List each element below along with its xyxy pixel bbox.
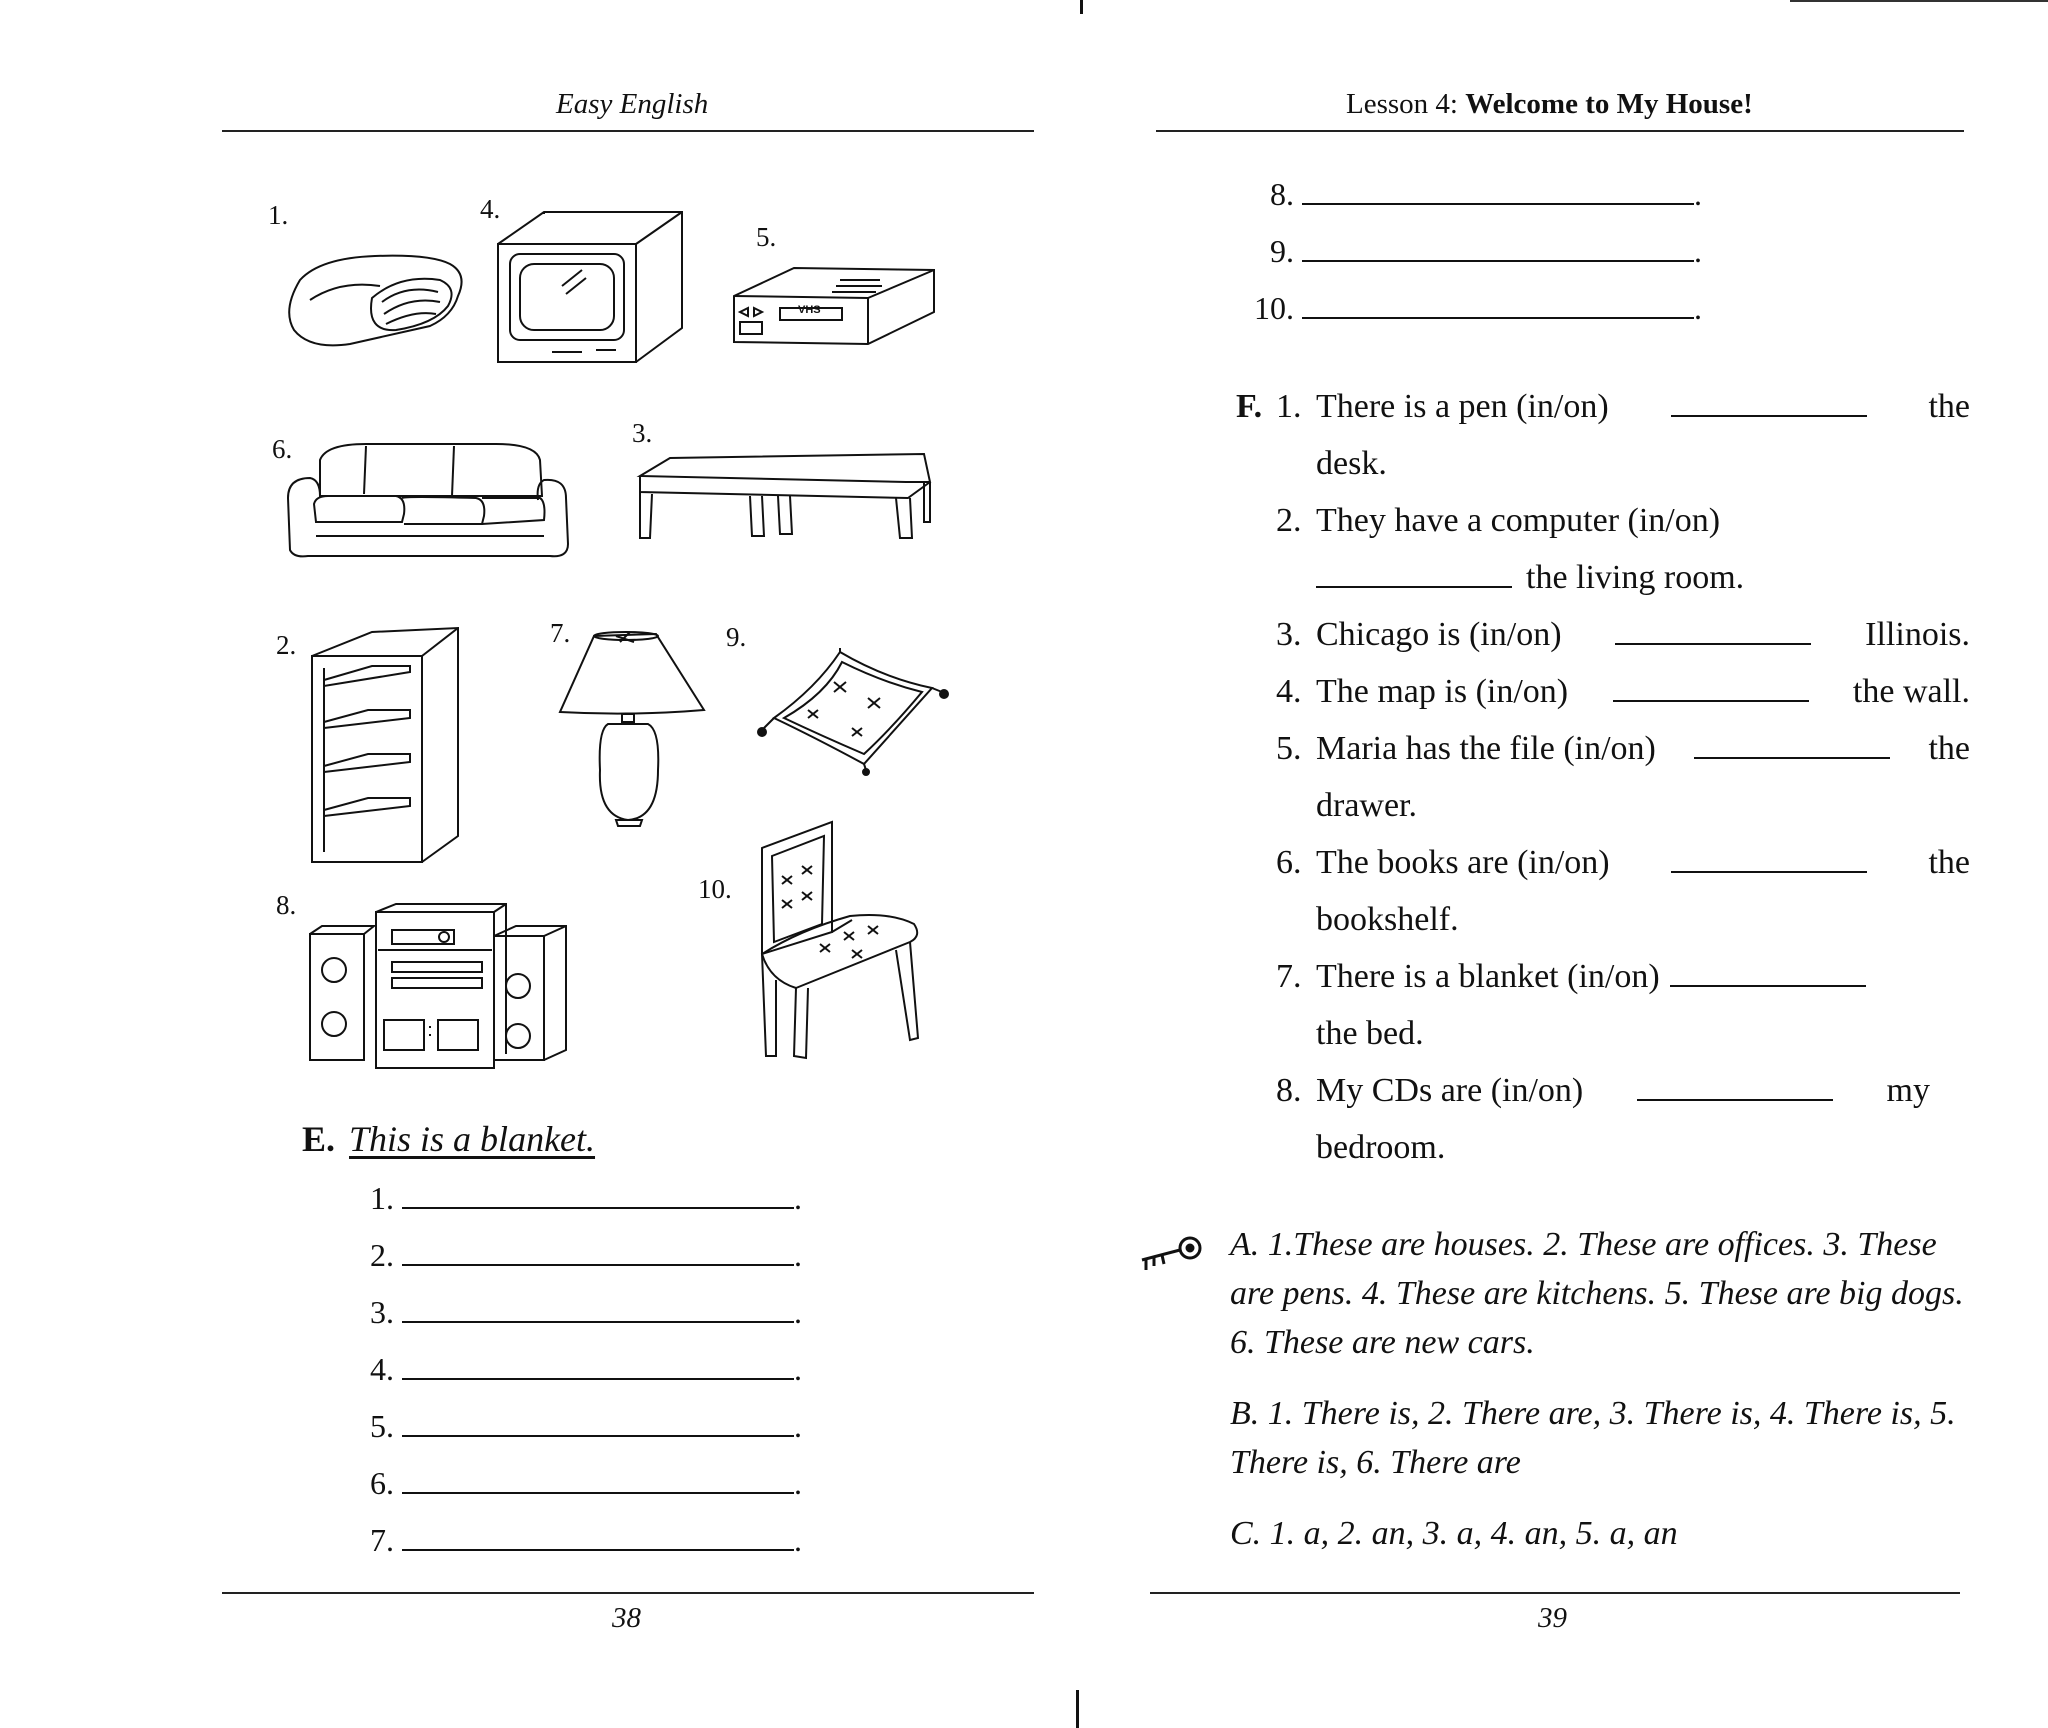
scan-edge (1790, 0, 2048, 2)
exercise-letter: E. (302, 1119, 336, 1159)
figure-number: 10. (698, 874, 732, 904)
chair-icon (760, 820, 924, 1060)
answer-line: 4. . (370, 1351, 802, 1387)
answer-key-b: B. 1. There is, 2. There are, 3. There is, 4. There is, 5. There is, 6. There are (1230, 1395, 1956, 1481)
cushion-icon (756, 648, 950, 774)
answer-blank[interactable] (1302, 291, 1694, 319)
vcr-icon (732, 266, 936, 346)
footer-rule (222, 1592, 1034, 1594)
answer-line: 3. . (370, 1294, 802, 1330)
key-icon (1136, 1234, 1204, 1274)
header-rule (1156, 130, 1964, 132)
table-icon (638, 452, 934, 540)
answer-blank[interactable] (402, 1352, 794, 1380)
exercise-f-item: 4. The map is (in/on) the wall. (1276, 673, 1970, 710)
vcr-label: VHS (798, 304, 821, 316)
figure-number: 7. (550, 618, 571, 648)
bookshelf-icon (310, 626, 460, 864)
answer-blank[interactable] (402, 1181, 794, 1209)
answer-line: 2. . (370, 1237, 802, 1273)
answer-line: 6. . (370, 1465, 802, 1501)
answer-line: 1. . (370, 1180, 802, 1216)
answer-key (1230, 1220, 1970, 1580)
answer-blank[interactable] (402, 1523, 794, 1551)
answer-blank[interactable] (1637, 1075, 1833, 1101)
gutter-mark (1076, 1690, 1079, 1728)
figure-number: 4. (480, 194, 501, 224)
figure-number: 8. (276, 890, 297, 920)
exercise-f-item: F. 1. There is a pen (in/on) the desk. (1170, 378, 1970, 492)
answer-blank[interactable] (1671, 847, 1867, 873)
stereo-icon (308, 902, 570, 1070)
lamp-icon (558, 630, 706, 826)
sofa-icon (286, 440, 570, 560)
exercise-f-item: 8. My CDs are (in/on) my bedroom. (1276, 1072, 1930, 1166)
figure-number: 1. (268, 200, 289, 230)
exercise-f-item: 6. The books are (in/on) the bookshelf. (1276, 844, 1970, 938)
page-number: 39 (1538, 1602, 1567, 1634)
exercise-f-item: 3. Chicago is (in/on) Illinois. (1276, 616, 1970, 653)
page-number: 38 (612, 1602, 641, 1634)
answer-blank[interactable] (1613, 676, 1809, 702)
figure-number: 9. (726, 622, 747, 652)
answer-key-c: C. 1. a, 2. an, 3. a, 4. an, 5. a, an (1230, 1515, 1678, 1552)
answer-key-a: A. 1.These are houses. 2. These are offices. 3. These are pens. 4. These are kitchens. 5. These are big dogs. 6. These are new cars. (1230, 1226, 1964, 1361)
answer-blank[interactable] (1671, 391, 1867, 417)
answer-line: 9. . (1270, 233, 1702, 269)
answer-blank[interactable] (402, 1238, 794, 1266)
answer-blank[interactable] (402, 1466, 794, 1494)
answer-blank[interactable] (1670, 961, 1866, 987)
exercise-f-item: 2. They have a computer (in/on) the living room. (1276, 502, 1745, 596)
answer-line: 7. . (370, 1522, 802, 1558)
answer-blank[interactable] (1302, 234, 1694, 262)
figure-number: 3. (632, 418, 653, 448)
television-icon (496, 210, 686, 366)
running-head-right: Lesson 4: Welcome to My House! (1346, 88, 1753, 120)
answer-blank[interactable] (1694, 733, 1890, 759)
running-head-left: Easy English (556, 88, 709, 120)
answer-line: 5. . (370, 1408, 802, 1444)
gutter-mark (1080, 0, 1083, 14)
figure-number: 6. (272, 434, 293, 464)
exercise-f (1170, 378, 1970, 1176)
exercise-letter: F. (1236, 388, 1263, 425)
header-rule (222, 130, 1034, 132)
exercise-example: This is a blanket. (349, 1119, 596, 1159)
figure-number: 5. (756, 222, 777, 252)
answer-line: 8. . (1270, 176, 1702, 212)
answer-blank[interactable] (1615, 619, 1811, 645)
exercise-e-heading (302, 1118, 595, 1160)
answer-blank[interactable] (402, 1409, 794, 1437)
answer-blank[interactable] (1302, 177, 1694, 205)
exercise-f-item: 5. Maria has the file (in/on) the drawer. (1276, 730, 1970, 824)
answer-blank[interactable] (1316, 562, 1512, 588)
figure-number: 2. (276, 630, 297, 660)
answer-blank[interactable] (402, 1295, 794, 1323)
exercise-f-item: 7. There is a blanket (in/on) the bed. (1170, 948, 1970, 1062)
blanket-icon (280, 240, 470, 352)
answer-line: 10. . (1254, 290, 1702, 326)
footer-rule (1150, 1592, 1960, 1594)
